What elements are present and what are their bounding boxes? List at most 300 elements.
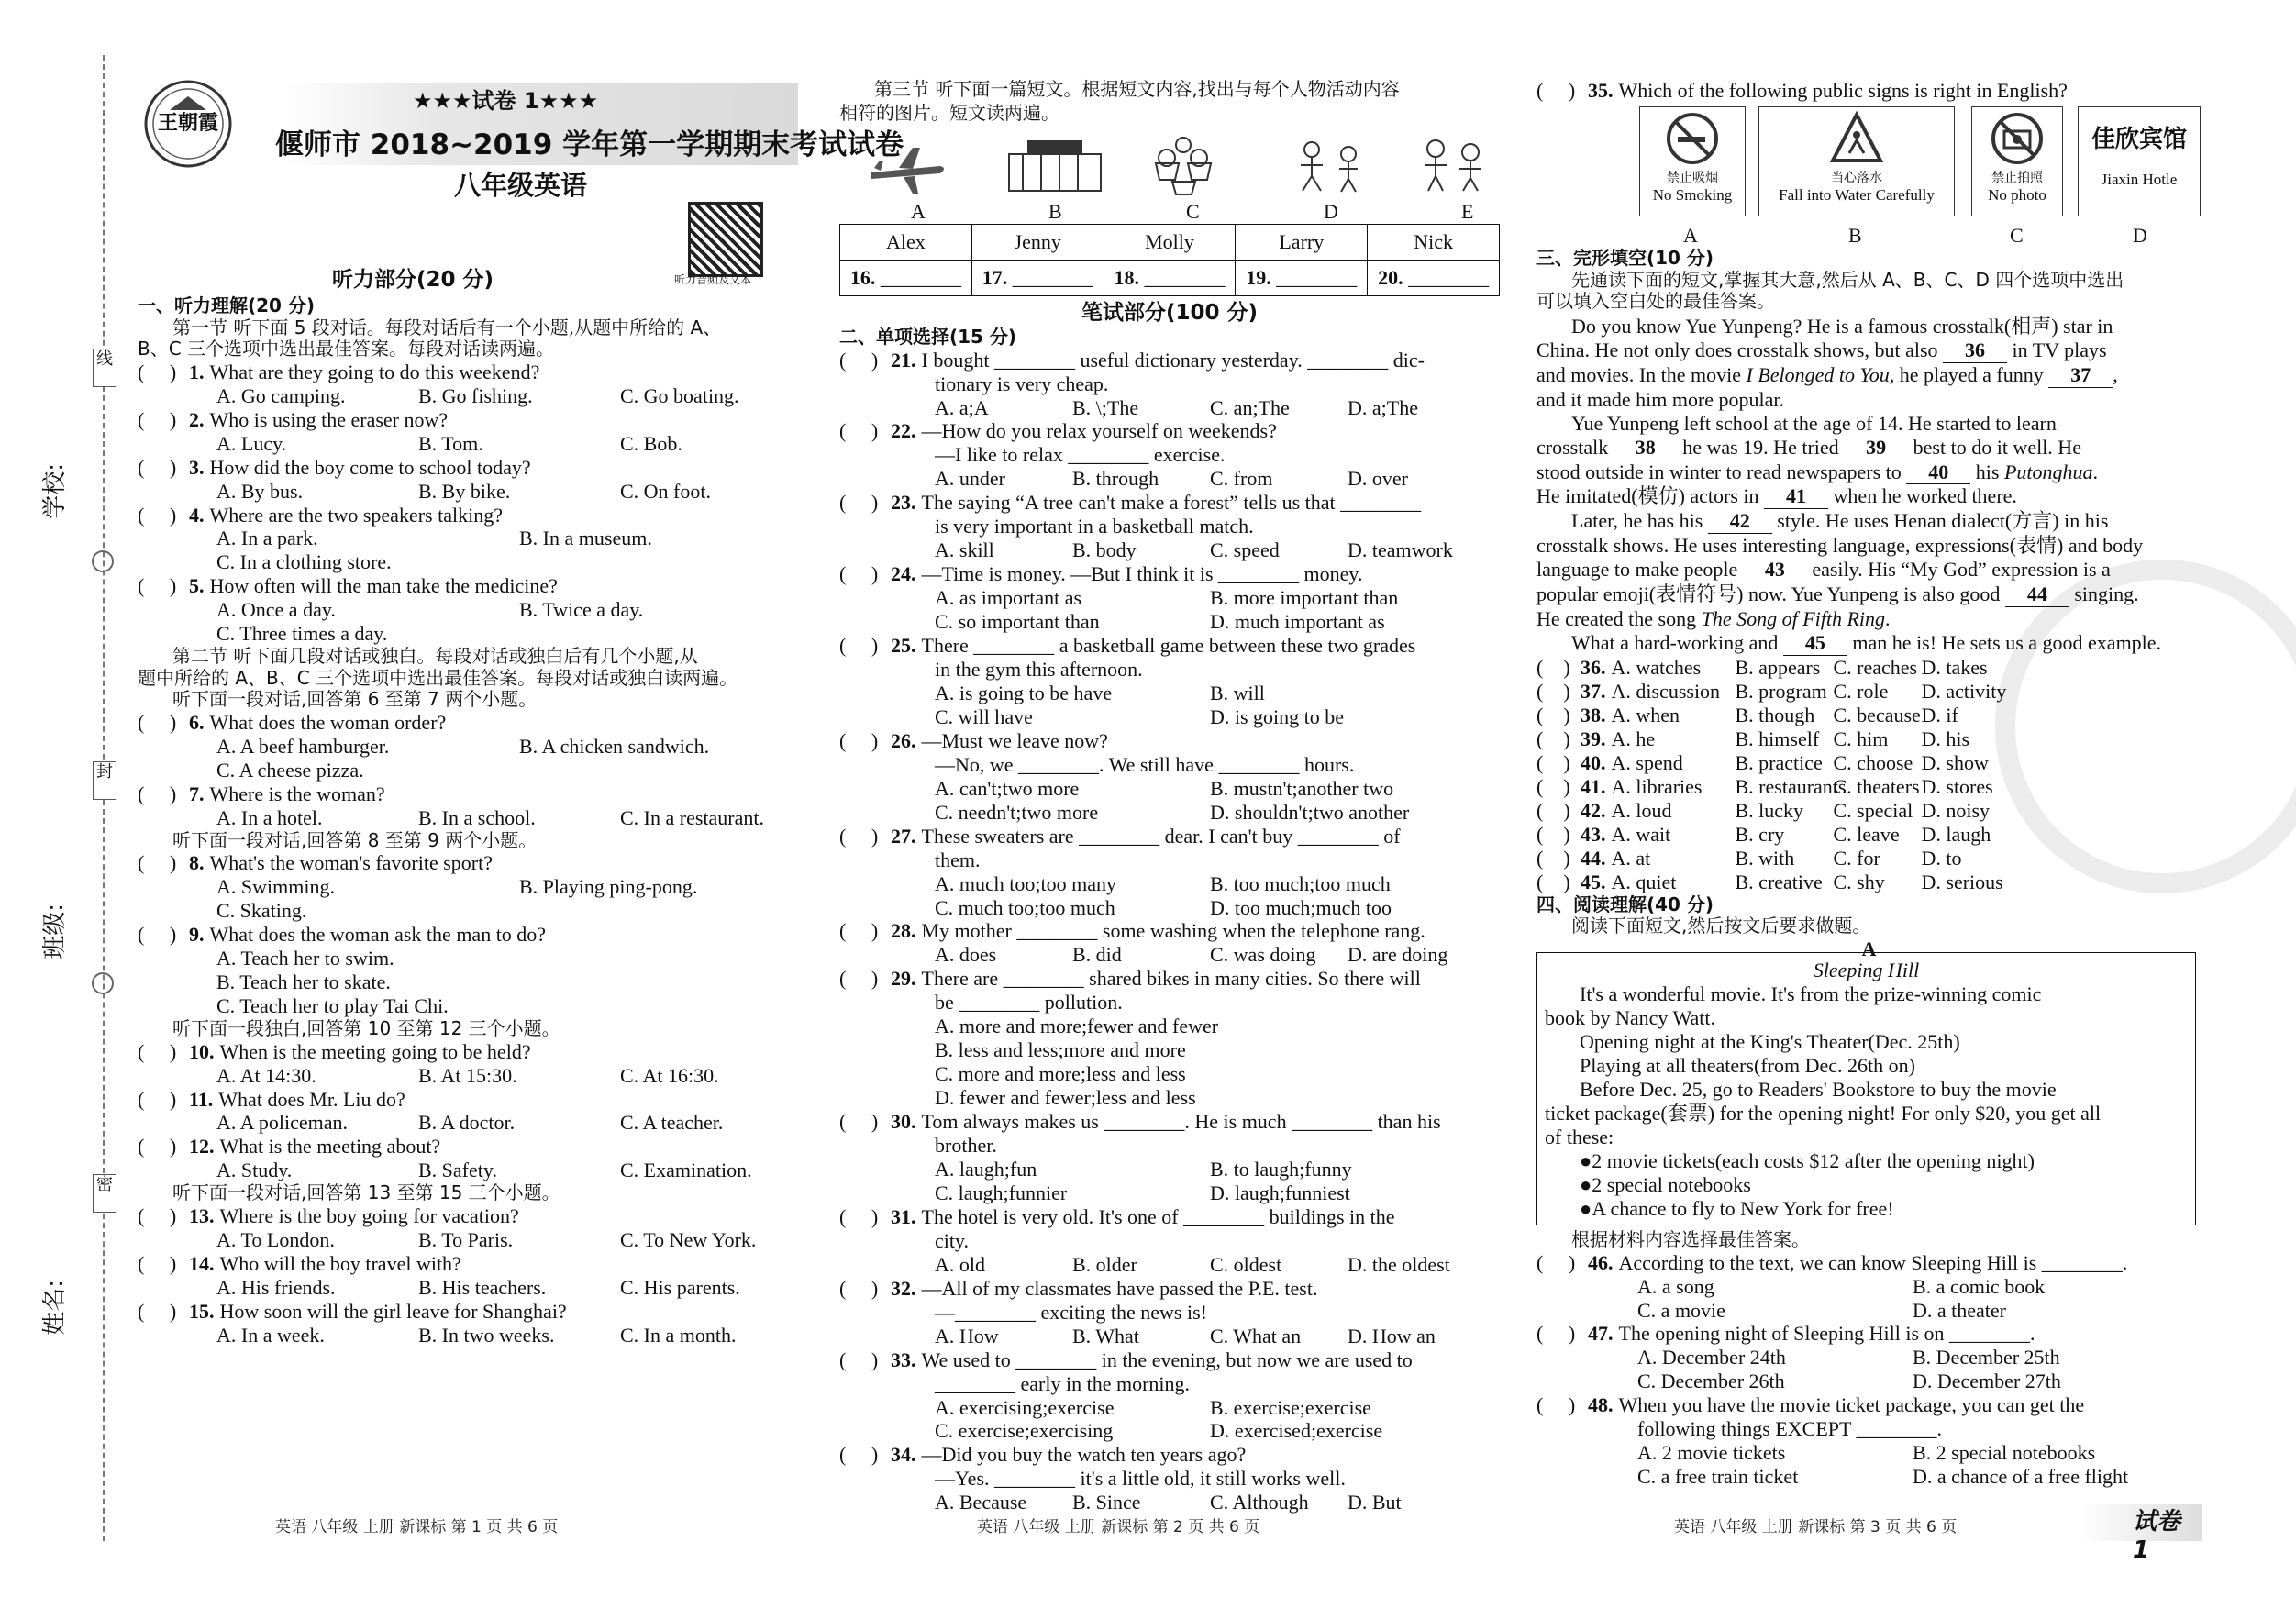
cloze-blank[interactable]: 43 (1743, 558, 1807, 582)
option[interactable]: B. cry (1735, 822, 1785, 846)
option[interactable]: C. much too;too much (935, 895, 1115, 919)
option[interactable]: B. December 25th (1913, 1346, 2060, 1370)
option[interactable]: B. older (1072, 1252, 1137, 1276)
cloze-line (1536, 631, 2202, 656)
option[interactable]: C. reaches (1833, 656, 1918, 680)
option[interactable]: A. is going to be have (935, 681, 1113, 704)
option[interactable]: B. 2 special notebooks (1913, 1441, 2096, 1465)
option[interactable]: B. to laugh;funny (1210, 1158, 1352, 1181)
line-mark-2: 封 (93, 761, 116, 800)
cloze-text: He created the song (1536, 607, 1702, 631)
option[interactable]: A. more and more;fewer and fewer (935, 1015, 1219, 1038)
option[interactable]: B. will (1210, 681, 1265, 704)
option[interactable]: B. body (1072, 538, 1137, 562)
option[interactable]: A. when (1611, 704, 1680, 727)
option[interactable]: D. to (1921, 846, 1962, 870)
option[interactable]: B. less and less;more and more (935, 1038, 1186, 1062)
option[interactable]: C. role (1833, 680, 1889, 704)
question-2: ( ) 2. Who is using the eraser now? (138, 407, 449, 431)
option[interactable]: C. was doing (1210, 943, 1316, 967)
option[interactable]: A. A policeman. (216, 1111, 348, 1135)
option[interactable]: B. Tom. (418, 431, 483, 455)
option[interactable]: A. much too;too many (935, 871, 1116, 895)
question-7: ( ) 7. Where is the woman? (138, 782, 385, 805)
answer-cell[interactable]: 19. ________ (1236, 261, 1368, 296)
option[interactable]: A. Swimming. (216, 875, 335, 899)
cloze-text: stood outside in winter to read newspapers to (1536, 460, 1907, 483)
column-3: ( ) 35. Which of the following public signs is right in English? 禁止吸烟 No Smoking 当心落水 Fall into Water Carefully 禁止拍照 No photo 佳欣宾馆 Jiaxin Hotle A B C D 三、完形填空(10 分) 先通读下面的短文,掌握其大意,然后从 A、B、C、D 四个选项中选出 可以填入空白处的最佳答案。 Do you know Yue Yunpeng? He is a famous crosstalk(相声) star in China. He not only does crosstalk shows, but also 36 in TV plays and movies. In the movie I Belonged to You, he played a funny 37 , and it made him more popular. Yue Yunpeng left school at the age of 14. He started to learn crosstalk 38 he was 19. He tried 39 best to do it well. He stood outside in winter to read newspapers to 40 his Putonghua. He imitated(模仿) actors in 41 when he worked there. Later, he has his 42 style. He uses Henan dialect(方言) in his crosstalk shows. He uses interesting language, expressions(表情) and body language to make people 43 easily. His “My God” expression is a popular emoji(表情符号) now. Yue Yunpeng is also good 44 singing. He created the song The Song of Fifth Ring. What a hard-working and 45 man he is! He sets us a good example. ( ) 36. A. watches B. appears C. reaches D. takes ( ) 37. A. discussion B. program C. role D. activity ( ) 38. A. when B. though C. because D. if ( ) 39. A. he B. himself C. him D. his ( ) 40. A. spend B. practice C. choose D. show ( ) 41. A. libraries B. restaurants C. theaters D. stores ( ) 42. A. loud B. lucky C. special D. noisy ( ) 43. A. wait B. cry C. leave D. laugh ( ) 44. A. at B. with C. for D. to ( ) 45. A. quiet B. creative C. shy D. serious 四、阅读理解(40 分) 阅读下面短文,然后按文后要求做题。 A Sleeping Hill It's a wonderful movie. It's from the prize-winning comic book by Nancy Watt. Opening night at the King's Theater(Dec. 25th) Playing at all theaters(from Dec. 26th on) Before Dec. 25, go to Readers' Bookstore to buy the movie ticket package(套票) for the opening night! For only $20, you get all of these: ●2 movie tickets(each costs $12 after the opening night) ●2 special notebooks ●A chance to fly to New York for free! 根据材料内容选择最佳答案。 ( ) 46. According to the text, we can know Sleeping Hill is ________. A. a song B. a comic book C. a movie D. a theater ( ) 47. The opening night of Sleeping Hill is on ________. A. December 24th B. December 25th C. December 26th D. December 27th ( ) 48. When you have the movie ticket package, you can get the following things EXCEPT ________. A. 2 movie tickets B. 2 special notebooks C. a free train ticket D. a chance of a free flight 英语 八年级 上册 新课标 第 3 页 共 6 页 试卷 1 (1536, 0, 2202, 1597)
option[interactable]: B. a comic book (1913, 1274, 2046, 1298)
cupcakes-icon (1147, 136, 1229, 195)
cloze-line (1536, 607, 2202, 631)
question-14: ( ) 14. Who will the boy travel with? (138, 1251, 461, 1275)
name-label: 姓名: (41, 1279, 70, 1336)
option[interactable]: D. are doing (1348, 943, 1448, 967)
cloze-text: in TV plays (2007, 338, 2107, 361)
option[interactable]: C. To New York. (620, 1227, 757, 1251)
option[interactable]: B. program (1735, 680, 1827, 704)
question-12: ( ) 12. What is the meeting about? (138, 1135, 441, 1159)
option[interactable]: A. libraries (1611, 774, 1703, 798)
option[interactable]: B. more important than (1210, 586, 1399, 610)
option[interactable]: B. In a school. (418, 805, 536, 829)
warning-water-icon (1829, 111, 1884, 166)
question-31: ( ) 31. The hotel is very old. It's one of ________ buildings in the (839, 1204, 1395, 1228)
airplane-icon (867, 140, 949, 195)
option[interactable]: C. What an (1210, 1324, 1302, 1347)
option[interactable]: C. Teach her to play Tai Chi. (216, 994, 449, 1018)
option[interactable]: C. In a restaurant. (620, 805, 764, 829)
option[interactable]: B. By bike. (418, 479, 511, 503)
option[interactable]: A. To London. (216, 1227, 335, 1251)
option[interactable]: B. His teachers. (418, 1275, 547, 1299)
option[interactable]: A. By bus. (216, 479, 304, 503)
people-icon (1284, 136, 1376, 195)
option[interactable]: C. special (1833, 798, 1913, 822)
cloze-text: crosstalk (1536, 435, 1614, 459)
option[interactable]: A. quiet (1611, 870, 1677, 893)
question-46: ( ) 46. According to the text, we can know Sleeping Hill is ________. (1536, 1250, 2128, 1274)
sign-water[interactable]: 当心落水 Fall into Water Carefully (1758, 106, 1955, 216)
option[interactable]: A. wait (1611, 822, 1671, 846)
cloze-blank[interactable]: 42 (1708, 509, 1772, 534)
option[interactable]: C. A teacher. (620, 1111, 724, 1135)
option[interactable]: D. activity (1921, 680, 2007, 704)
option[interactable]: A. discussion (1611, 680, 1721, 704)
option[interactable]: A. His friends. (216, 1275, 336, 1299)
cloze-line (1536, 363, 2202, 388)
answer-cell[interactable]: 17. ________ (971, 261, 1104, 296)
sign-no-photo[interactable]: 禁止拍照 No photo (1971, 106, 2063, 216)
option[interactable]: C. because (1833, 704, 1921, 727)
question-5: ( ) 5. How often will the man take the medicine? (138, 574, 558, 598)
option[interactable]: C. His parents. (620, 1275, 740, 1299)
cloze-text: . (2092, 460, 2099, 483)
option[interactable]: A. Lucy. (216, 431, 287, 455)
cloze-question: ( ) 42. A. loud B. lucky C. special D. noisy (1536, 798, 1991, 822)
cloze-blank[interactable]: 40 (1906, 460, 1970, 485)
option[interactable]: D. show (1921, 750, 1989, 774)
option[interactable]: A. watches (1611, 656, 1702, 680)
cloze-blank[interactable]: 38 (1614, 436, 1678, 460)
column-1 (138, 0, 904, 1597)
option[interactable]: C. from (1210, 467, 1273, 491)
option[interactable]: C. needn't;two more (935, 800, 1099, 824)
option[interactable]: A. How (935, 1324, 999, 1347)
question-33: ( ) 33. We used to ________ in the evening, but now we are used to (839, 1347, 1413, 1371)
option[interactable]: C. exercise;exercising (935, 1419, 1114, 1443)
option[interactable]: D. laugh (1921, 822, 1991, 846)
option[interactable]: C. At 16:30. (620, 1063, 719, 1087)
option[interactable]: C. a movie (1637, 1298, 1725, 1322)
option[interactable]: D. fewer and fewer;less and less (935, 1086, 1196, 1110)
option[interactable]: D. much important as (1210, 610, 1385, 634)
sign-hotel[interactable]: 佳欣宾馆 Jiaxin Hotle (2078, 106, 2201, 216)
cloze-text: popular emoji(表情符号) now. Yue Yunpeng is also good (1536, 582, 2005, 606)
question-30: ( ) 30. Tom always makes us ________. He is much ________ than his (839, 1110, 1441, 1134)
option[interactable]: C. In a clothing store. (216, 550, 392, 574)
option[interactable]: C. Examination. (620, 1159, 752, 1182)
option[interactable]: B. Go fishing. (418, 383, 533, 407)
option[interactable]: B. lucky (1735, 798, 1804, 822)
line-mark-1: 线 (93, 349, 116, 387)
question-10: ( ) 10. When is the meeting going to be held? (138, 1039, 531, 1063)
option[interactable]: A. skill (935, 538, 994, 562)
option[interactable]: C. for (1833, 846, 1880, 870)
option[interactable]: A. A beef hamburger. (216, 734, 390, 758)
cloze-text: and movies. In the movie (1536, 362, 1747, 386)
binding-margin (0, 0, 138, 1597)
option[interactable]: C. him (1833, 726, 1889, 750)
question-26: ( ) 26. —Must we leave now? (839, 728, 1108, 752)
option[interactable]: C. In a month. (620, 1323, 737, 1347)
option[interactable]: B. practice (1735, 750, 1823, 774)
option[interactable]: B. \;The (1072, 395, 1139, 419)
option[interactable]: C. leave (1833, 822, 1900, 846)
option[interactable]: D. too much;much too (1210, 895, 1392, 919)
option[interactable]: D. teamwork (1348, 538, 1453, 562)
cloze-text: easily. His “My God” expression is a (1806, 558, 2111, 582)
written-part-title: 笔试部分(100 分) (1081, 301, 1259, 325)
option[interactable]: A. he (1611, 726, 1656, 750)
paper-tag: ★★★试卷 1★★★ (413, 88, 599, 114)
column-2: 第三节 听下面一篇短文。根据短文内容,找出与每个人物活动内容 相符的图片。短文读两遍。 A B C D E Alex Jenny Molly Larry Nick 16. ________ 17. ________ 18. ________ 19. ________ 20. ________ 笔试部分(100 分) 二、单项选择(15 分) ( ) 21. I bought ________ useful dictionary yesterday. ________ dic- tionary is very cheap. A. a;A B. \;The C. an;The D. a;The ( ) 22. —How do you relax yourself on weekends? —I like to relax ________ exercise. A. under B. through C. from D. over ( ) 23. The saying “A tree can't make a forest” tells us that ________ is very important in a basketball match. A. skill B. body C. speed D. teamwork ( ) 24. —Time is money. —But I think it is ________ money. A. as important as B. more important than C. so important than D. much important as ( ) 25. There ________ a basketball game between these two grades in the gym this afternoon. A. is going to be have B. will C. will have D. is going to be ( ) 26. —Must we leave now? —No, we ________. We still have ________ hours. A. can't;two more B. mustn't;another two C. needn't;two more D. shouldn't;two another ( ) 27. These sweaters are ________ dear. I can't buy ________ of them. A. much too;too many B. too much;too much C. much too;too much D. too much;much too ( ) 28. My mother ________ some washing when the telephone rang. A. does B. did C. was doing D. are doing ( ) 29. There are ________ shared bikes in many cities. So there will be ________ pollution. A. more and more;fewer and fewer B. less and less;more and more C. more and more;less and less D. fewer and fewer;less and less ( ) 30. Tom always makes us ________. He is much ________ than his brother. A. laugh;fun B. to laugh;funny C. laugh;funnier D. laugh;funniest ( ) 31. The hotel is very old. It's one of ________ buildings in the city. A. old B. older C. oldest D. the oldest ( ) 32. —All of my classmates have passed the P.E. test. —________ exciting the news is! A. How B. What C. What an D. How an ( ) 33. We used to ________ in the evening, but now we are used to ________ early in the morning. A. exercising;exercise B. exercise;exercise C. exercise;exercising D. exercised;exercise ( ) 34. —Did you buy the watch ten years ago? —Yes. ________ it's a little old, it still works well. A. Because B. Since C. Although D. But 英语 八年级 上册 新课标 第 2 页 共 6 页 (839, 0, 1500, 1597)
cloze-text: he was 19. He tried (1677, 435, 1845, 459)
option[interactable]: A. December 24th (1637, 1346, 1786, 1370)
cloze-text: language to make people (1536, 558, 1743, 582)
option[interactable]: D. a;The (1348, 395, 1418, 419)
question-47: ( ) 47. The opening night of Sleeping Hill is on ________. (1536, 1322, 2035, 1346)
cloze-text: , he played a funny (1889, 362, 2049, 386)
box-title: Sleeping Hill (1813, 959, 1920, 981)
cloze-question: ( ) 36. A. watches B. appears C. reaches D. takes (1536, 656, 1988, 680)
cloze-text: when he worked there. (1828, 484, 2017, 508)
option[interactable]: A. under (935, 467, 1005, 491)
question-11: ( ) 11. What does Mr. Liu do? (138, 1087, 405, 1111)
option[interactable]: A. Teach her to swim. (216, 947, 394, 970)
option[interactable]: A. does (935, 943, 997, 967)
cloze-text: China. He not only does crosstalk shows, but also (1536, 338, 1944, 361)
option[interactable]: B. To Paris. (418, 1227, 514, 1251)
question-6: ( ) 6. What does the woman order? (138, 711, 447, 734)
option[interactable]: A. spend (1611, 750, 1683, 774)
passage-letter: A (1861, 937, 1877, 960)
option[interactable]: B. exercise;exercise (1210, 1395, 1371, 1419)
cloze-text: man he is! He sets us a good example. (1847, 631, 2162, 655)
cloze-text: singing. (2069, 582, 2139, 606)
page-footer-2: 英语 八年级 上册 新课标 第 2 页 共 6 页 (977, 1518, 1260, 1536)
cloze-section: 三、完形填空(10 分) 先通读下面的短文,掌握其大意,然后从 A、B、C、D 四个选项中选出 可以填入空白处的最佳答案。 Do you know Yue Yunpeng? He is a famous crosstalk(相声) star in China. He not only does crosstalk shows, but also 36 in TV plays and movies. In the movie I Belonged to You, he played a funny 37 , and it made him more popular. Yue Yunpeng left school at the age of 14. He started to learn crosstalk 38 he was 19. He tried 39 best to do it well. He stood outside in winter to read newspapers to 40 his Putonghua. He imitated(模仿) actors in 41 when he worked there. Later, he has his 42 style. He uses Henan dialect(方言) in his crosstalk shows. He uses interesting language, expressions(表情) and body language to make people 43 easily. His “My God” expression is a popular emoji(表情符号) now. Yue Yunpeng is also good 44 singing. He created the song The Song of Fifth Ring. What a hard-working and 45 man he is! He sets us a good example. ( ) 36. A. watches B. appears C. reaches D. takes ( ) 37. A. discussion B. program C. role D. activity ( ) 38. A. when B. though C. because D. if ( ) 39. A. he B. himself C. him D. his ( ) 40. A. spend B. practice C. choose D. show ( ) 41. A. libraries B. restaurants C. theaters D. stores ( ) 42. A. loud B. lucky C. special D. noisy ( ) 43. A. wait B. cry C. leave D. laugh ( ) 44. A. at B. with C. for D. to ( ) 45. A. quiet B. creative C. shy D. serious 四、阅读理解(40 分) 阅读下面短文,然后按文后要求做题。 A (1536, 248, 2202, 961)
cloze-question: ( ) 39. A. he B. himself C. him D. his (1536, 726, 1970, 750)
qr-caption: 听力音频及文本 (674, 273, 752, 286)
cloze-text: crosstalk shows. He uses interesting language, expressions(表情) and body (1536, 534, 2144, 558)
cloze-line (1536, 484, 2202, 509)
option[interactable]: B. through (1072, 467, 1159, 491)
cloze-text: and it made him more popular. (1536, 387, 1785, 411)
cloze-line (1536, 582, 2202, 607)
option[interactable]: C. speed (1210, 538, 1280, 562)
option[interactable]: D. over (1348, 467, 1408, 491)
question-22: ( ) 22. —How do you relax yourself on weekends? (839, 419, 1277, 443)
option[interactable]: B. A doctor. (418, 1111, 516, 1135)
question-24: ( ) 24. —Time is money. —But I think it is ________ money. (839, 562, 1363, 586)
question-9: ( ) 9. What does the woman ask the man to do? (138, 923, 547, 947)
cloze-line (1536, 338, 2202, 363)
matching-table (839, 224, 1500, 296)
cloze-question: ( ) 41. A. libraries B. restaurants C. theaters D. stores (1536, 774, 1993, 798)
class-label: 班级: (41, 903, 70, 959)
option[interactable]: B. Playing ping-pong. (519, 875, 698, 899)
option[interactable]: B. with (1735, 846, 1795, 870)
cloze-question: ( ) 40. A. spend B. practice C. choose D. show (1536, 750, 1989, 774)
cloze-line (1536, 558, 2202, 582)
cloze-line (1536, 534, 2202, 558)
cloze-line (1536, 412, 2202, 436)
cloze-question: ( ) 38. A. when B. though C. because D. if (1536, 704, 1958, 727)
reading-questions: 根据材料内容选择最佳答案。 ( ) 46. According to the text, we can know Sleeping Hill is ________. A. a song B. a comic book C. a movie D. a theater ( ) 47. The opening night of Sleeping Hill is on ________. A. December 24th B. December 25th C. December 26th D. December 27th ( ) 48. When you have the movie ticket package, you can get the following things EXCEPT ________. A. 2 movie tickets B. 2 special notebooks C. a free train ticket D. a chance of a free flight (1536, 1229, 2202, 1489)
cloze-options (1536, 656, 2202, 894)
multiple-choice-section: 二、单项选择(15 分) ( ) 21. I bought ________ useful dictionary yesterday. ________ dic- tionary is very cheap. A. a;A B. \;The C. an;The D. a;The ( ) 22. —How do you relax yourself on weekends? —I like to relax ________ exercise. A. under B. through C. from D. over ( ) 23. The saying “A tree can't make a forest” tells us that ________ is very important in a basketball match. A. skill B. body C. speed D. teamwork ( ) 24. —Time is money. —But I think it is ________ money. A. as important as B. more important than C. so important than D. much important as ( ) 25. There ________ a basketball game between these two grades in the gym this afternoon. A. is going to be have B. will C. will have D. is going to be ( ) 26. —Must we leave now? —No, we ________. We still have ________ hours. A. can't;two more B. mustn't;another two C. needn't;two more D. shouldn't;two another ( ) 27. These sweaters are ________ dear. I can't buy ________ of them. A. much too;too many B. too much;too much C. much too;too much D. too much;much too ( ) 28. My mother ________ some washing when the telephone rang. A. does B. did C. was doing D. are doing ( ) 29. There are ________ shared bikes in many cities. So there will be ________ pollution. A. more and more;fewer and fewer B. less and less;more and more C. more and more;less and less D. fewer and fewer;less and less ( ) 30. Tom always makes us ________. He is much ________ than his brother. A. laugh;fun B. to laugh;funny C. laugh;funnier D. laugh;funniest ( ) 31. The hotel is very old. It's one of ________ buildings in the city. A. old B. older C. oldest D. the oldest ( ) 32. —All of my classmates have passed the P.E. test. —________ exciting the news is! A. How B. What C. What an D. How an ( ) 33. We used to ________ in the evening, but now we are used to ________ early in the morning. A. exercising;exercise B. exercise;exercise C. exercise;exercising D. exercised;exercise ( ) 34. —Did you buy the watch ten years ago? —Yes. ________ it's a little old, it still works well. A. Because B. Since C. Although D. But (839, 327, 1500, 1514)
answer-cell[interactable]: 20. ________ (1368, 261, 1500, 296)
option[interactable]: A. a;A (935, 395, 989, 419)
option[interactable]: C. December 26th (1637, 1370, 1785, 1393)
hole-icon (92, 972, 114, 994)
option[interactable]: C. Three times a day. (216, 622, 388, 646)
option[interactable]: C. Bob. (620, 431, 682, 455)
option[interactable]: A. In a week. (216, 1323, 325, 1347)
page-footer-1: 英语 八年级 上册 新课标 第 1 页 共 6 页 (275, 1518, 559, 1536)
question-1: ( ) 1. What are they going to do this weekend? (138, 360, 540, 383)
option[interactable]: B. appears (1735, 656, 1821, 680)
option[interactable]: D. a chance of a free flight (1913, 1465, 2129, 1489)
option[interactable]: A. laugh;fun (935, 1158, 1037, 1181)
option[interactable]: B. Teach her to skate. (216, 970, 391, 994)
option[interactable]: B. Twice a day. (519, 598, 644, 622)
option[interactable]: C. laugh;funnier (935, 1181, 1068, 1204)
question-25: ( ) 25. There ________ a basketball game between these two grades (839, 634, 1416, 658)
cloze-blank[interactable]: 39 (1844, 436, 1908, 460)
cloze-question: ( ) 37. A. discussion B. program C. role D. activity (1536, 680, 2007, 704)
option[interactable]: B. In a museum. (519, 527, 652, 550)
option[interactable]: C. A cheese pizza. (216, 758, 364, 782)
option[interactable]: A. Study. (216, 1159, 293, 1182)
italic-text: The Song of Fifth Ring (1701, 607, 1886, 631)
option[interactable]: D. takes (1921, 656, 1988, 680)
option[interactable]: A. In a park. (216, 527, 318, 550)
cloze-line (1536, 388, 2202, 412)
option[interactable]: C. so important than (935, 610, 1100, 634)
cloze-text: style. He uses Henan dialect(方言) in his (1771, 509, 2109, 533)
option[interactable]: D. is going to be (1210, 704, 1345, 728)
option[interactable]: B. himself (1735, 726, 1820, 750)
option[interactable]: A. exercising;exercise (935, 1395, 1115, 1419)
name-cell: Jenny (971, 225, 1104, 261)
name-cell: Alex (840, 225, 972, 261)
option[interactable]: C. more and more;less and less (935, 1062, 1186, 1086)
option[interactable]: A. Go camping. (216, 383, 346, 407)
option[interactable]: C. Skating. (216, 899, 307, 923)
question-4: ( ) 4. Where are the two speakers talking? (138, 503, 503, 527)
cloze-text: Do you know Yue Yunpeng? He is a famous crosstalk(相声) star in (1571, 314, 2113, 338)
cloze-text: best to do it well. He (1908, 435, 2081, 459)
option[interactable]: A. loud (1611, 798, 1672, 822)
option[interactable]: A. Because (935, 1491, 1027, 1514)
option[interactable]: B. In two weeks. (418, 1323, 555, 1347)
cloze-blank[interactable]: 37 (2048, 363, 2113, 388)
corner-tag: 试卷 1 (2133, 1508, 2181, 1564)
option[interactable]: A. can't;two more (935, 776, 1080, 800)
option[interactable]: C. oldest (1210, 1252, 1282, 1276)
question-8: ( ) 8. What's the woman's favorite sport? (138, 851, 494, 875)
question-32: ( ) 32. —All of my classmates have passed the P.E. test. (839, 1276, 1318, 1300)
name-cell: Nick (1368, 225, 1500, 261)
answer-cell[interactable]: 18. ________ (1104, 261, 1236, 296)
cloze-text: , (2113, 362, 2118, 386)
reading-box: Sleeping Hill It's a wonderful movie. It's from the prize-winning comic book by Nancy Watt. Opening night at the King's Theater(Dec. 25th) Playing at all theaters(from Dec. 26th on) Before Dec. 25, go to Readers' Bookstore to buy the movie ticket package(套票) for the opening night! For only $20, you get all of these: ●2 movie tickets(each costs $12 after the opening night) ●2 special notebooks ●A chance to fly to New York for free! (1536, 952, 2196, 1225)
cloze-line (1536, 436, 2202, 460)
logo: 王朝霞 (138, 73, 238, 183)
option[interactable]: D. shouldn't;two another (1210, 800, 1410, 824)
school-label: 学校: (41, 462, 70, 519)
option[interactable]: D. a theater (1913, 1298, 2006, 1322)
option[interactable]: B. What (1072, 1324, 1139, 1347)
option[interactable]: B. did (1072, 943, 1122, 967)
cloze-blank[interactable]: 45 (1783, 631, 1847, 656)
sign-no-smoking[interactable]: 禁止吸烟 No Smoking (1639, 106, 1746, 216)
cloze-line (1536, 509, 2202, 534)
question-28: ( ) 28. My mother ________ some washing when the telephone rang. (839, 919, 1425, 943)
picture-row (867, 136, 1472, 200)
line-mark-3: 密 (93, 1174, 116, 1213)
option[interactable]: D. his (1921, 726, 1970, 750)
page-footer-3: 英语 八年级 上册 新课标 第 3 页 共 6 页 (1674, 1518, 1958, 1536)
option[interactable]: D. if (1921, 704, 1958, 727)
cloze-text: Later, he has his (1571, 509, 1708, 533)
option[interactable]: A. 2 movie tickets (1637, 1441, 1786, 1465)
option[interactable]: B. too much;too much (1210, 871, 1391, 895)
option[interactable]: A. In a hotel. (216, 805, 323, 829)
option[interactable]: B. A chicken sandwich. (519, 734, 710, 758)
question-29: ( ) 29. There are ________ shared bikes in many cities. So there will (839, 967, 1421, 991)
cloze-blank[interactable]: 44 (2005, 582, 2069, 607)
listening-section: 一、听力理解(20 分) 第一节 听下面 5 段对话。每段对话后有一个小题,从题中所给的 A、 B、C 三个选项中选出最佳答案。每段对话读两遍。 ( ) 1. What are they going to do this weekend? A. Go camping. B. Go fishing. C. Go boating. ( ) 2. Who is using the eraser now? A. Lucy. B. Tom. C. Bob. ( ) 3. How did the boy come to school today? A. By bus. B. By bike. C. On foot. ( ) 4. Where are the two speakers talking? A. In a park. B. In a museum. C. In a clothing store. ( ) 5. How often will the man take the medicine? A. Once a day. B. Twice a day. C. Three times a day. 第二节 听下面几段对话或独白。每段对话或独白后有几个小题,从 题中所给的 A、B、C 三个选项中选出最佳答案。每段对话或独白读两遍。 听下面一段对话,回答第 6 至第 7 两个小题。 ( ) 6. What does the woman order? A. A beef hamburger. B. A chicken sandwich. C. A cheese pizza. ( ) 7. Where is the woman? A. In a hotel. B. In a school. C. In a restaurant. 听下面一段对话,回答第 8 至第 9 两个小题。 ( ) 8. What's the woman's favorite sport? A. Swimming. B. Playing ping-pong. C. Skating. ( ) 9. What does the woman ask the man to do? A. Teach her to swim. B. Teach her to skate. C. Teach her to play Tai Chi. 听下面一段独白,回答第 10 至第 12 三个小题。 ( ) 10. When is the meeting going to be held? A. At 14:30. B. At 15:30. C. At 16:30. ( ) 11. What does Mr. Liu do? A. A policeman. B. A doctor. C. A teacher. ( ) 12. What is the meeting about? A. Study. B. Safety. C. Examination. 听下面一段对话,回答第 13 至第 15 三个小题。 ( ) 13. Where is the boy going for vacation? A. To London. B. To Paris. C. To New York. ( ) 14. Who will the boy travel with? A. His friends. B. His teachers. C. His parents. ( ) 15. How soon will the girl leave for Shanghai? A. In a week. B. In two weeks. C. In a month. (138, 295, 807, 1347)
cloze-blank[interactable]: 41 (1764, 484, 1828, 509)
cloze-blank[interactable]: 36 (1943, 338, 2007, 363)
option[interactable]: D. exercised;exercise (1210, 1419, 1383, 1443)
option[interactable]: C. choose (1833, 750, 1913, 774)
option[interactable]: A. a song (1637, 1274, 1714, 1298)
option[interactable]: B. Safety. (418, 1159, 497, 1182)
cloze-passage (1536, 315, 2202, 656)
question-23: ( ) 23. The saying “A tree can't make a forest” tells us that ________ (839, 491, 1422, 515)
option[interactable]: A. old (935, 1252, 985, 1276)
option[interactable]: D. the oldest (1348, 1252, 1450, 1276)
option[interactable]: C. will have (935, 704, 1033, 728)
question-34: ( ) 34. —Did you buy the watch ten years ago? (839, 1443, 1247, 1467)
option[interactable]: D. laugh;funniest (1210, 1181, 1350, 1204)
option[interactable]: A. Once a day. (216, 598, 336, 622)
exam-title: 偃师市 2018~2019 学年第一学期期末考试试卷 (275, 128, 904, 161)
cloze-text: . (1885, 607, 1891, 631)
question-27: ( ) 27. These sweaters are ________ dear. I can't buy ________ of (839, 824, 1401, 848)
option[interactable]: D. serious (1921, 870, 2003, 893)
option[interactable]: B. Since (1072, 1491, 1141, 1514)
question-21: ( ) 21. I bought ________ useful dictionary yesterday. ________ dic- (839, 348, 1425, 372)
option[interactable]: A. At 14:30. (216, 1063, 316, 1087)
option[interactable]: B. At 15:30. (418, 1063, 517, 1087)
option[interactable]: A. at (1611, 846, 1651, 870)
question-35: ( ) 35. Which of the following public signs is right in English? (1536, 79, 2068, 102)
cloze-line (1536, 460, 2202, 485)
question-15: ( ) 15. How soon will the girl leave for Shanghai? (138, 1299, 567, 1323)
cloze-question: ( ) 43. A. wait B. cry C. leave D. laugh (1536, 822, 1991, 846)
option[interactable]: B. restaurants (1735, 774, 1847, 798)
stadium-icon (1004, 136, 1105, 195)
option[interactable]: D. How an (1348, 1324, 1436, 1347)
option[interactable]: C. On foot. (620, 479, 711, 503)
cloze-question: ( ) 45. A. quiet B. creative C. shy D. serious (1536, 870, 2003, 893)
option[interactable]: D. noisy (1921, 798, 1991, 822)
option[interactable]: B. creative (1735, 870, 1823, 893)
cloze-line (1536, 315, 2202, 338)
qr-code-icon[interactable] (688, 202, 763, 277)
answer-cell[interactable]: 16. ________ (840, 261, 972, 296)
option[interactable]: C. a free train ticket (1637, 1465, 1799, 1489)
option[interactable]: C. an;The (1210, 395, 1290, 419)
question-3: ( ) 3. How did the boy come to school today? (138, 455, 531, 479)
question-48: ( ) 48. When you have the movie ticket package, you can get the (1536, 1393, 2085, 1417)
option[interactable]: D. December 27th (1913, 1370, 2061, 1393)
listening-part-title: 听力部分(20 分) (331, 268, 494, 292)
option[interactable]: B. mustn't;another two (1210, 776, 1394, 800)
cloze-question: ( ) 44. A. at B. with C. for D. to (1536, 846, 1962, 870)
exam-subtitle: 八年级英语 (454, 170, 588, 201)
option[interactable]: C. shy (1833, 870, 1885, 893)
no-smoking-icon (1665, 111, 1720, 166)
option[interactable]: A. as important as (935, 586, 1082, 610)
option[interactable]: C. theaters (1833, 774, 1920, 798)
option[interactable]: C. Although (1210, 1491, 1309, 1514)
kids-icon (1417, 136, 1491, 195)
option[interactable]: D. stores (1921, 774, 1993, 798)
option[interactable]: D. But (1348, 1491, 1402, 1514)
cloze-text: his (1970, 460, 2004, 483)
question-13: ( ) 13. Where is the boy going for vacation? (138, 1203, 519, 1227)
cloze-text: He imitated(模仿) actors in (1536, 484, 1765, 508)
option[interactable]: C. Go boating. (620, 383, 739, 407)
option[interactable]: B. though (1735, 704, 1815, 727)
name-cell: Larry (1236, 225, 1368, 261)
